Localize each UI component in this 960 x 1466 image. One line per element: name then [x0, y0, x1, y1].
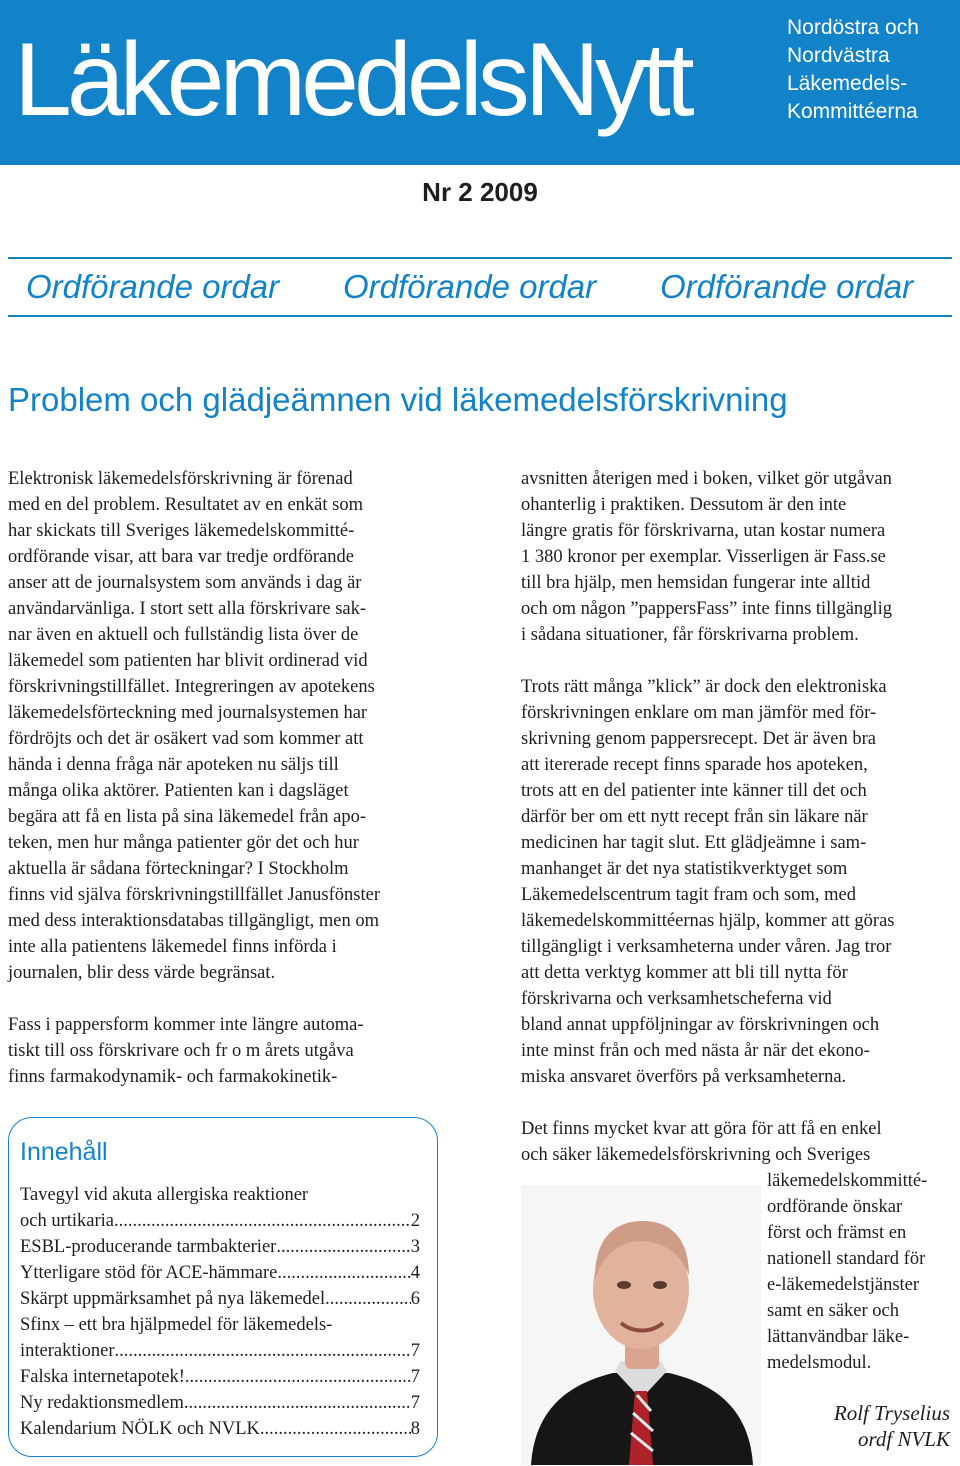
text-line: Det finns mycket kvar att göra för att få en enkel	[521, 1119, 882, 1139]
text-line: med en del problem. Resultatet av en enkät som	[8, 495, 363, 515]
toc-page-number: 8	[410, 1419, 420, 1439]
text-line: i sådana situationer, får förskrivarna problem.	[521, 625, 859, 645]
toc-page-number: 7	[410, 1341, 420, 1361]
text-line: miska ansvaret överförs på verksamheterna.	[521, 1067, 847, 1087]
left-column	[8, 466, 380, 1090]
toc-entry[interactable]	[20, 1338, 420, 1364]
newsletter-title: LäkemedelsNytt	[14, 22, 690, 138]
committee-name	[787, 14, 919, 126]
section-banner-item: Ordförande ordar	[660, 268, 914, 305]
section-banner-item: Ordförande ordar	[343, 268, 597, 305]
toc-leader-dots	[114, 1208, 411, 1234]
text-line: avsnitten återigen med i boken, vilket gör utgåvan	[521, 469, 892, 489]
paragraph	[8, 466, 380, 986]
closing-paragraph	[521, 1116, 882, 1168]
text-line: först och främst en	[767, 1223, 907, 1243]
text-line: bland annat uppföljningar av förskrivningen och	[521, 1015, 880, 1035]
masthead	[0, 0, 960, 165]
paragraph	[8, 1012, 380, 1090]
toc-page-number: 7	[410, 1367, 420, 1387]
text-line: läkemedel som patienten har blivit ordinerad vid	[8, 651, 368, 671]
toc-entry-title: Sfinx – ett bra hjälpmedel för läkemedels-	[20, 1315, 333, 1335]
toc-entry-continuation[interactable]	[20, 1312, 420, 1338]
divider-bottom	[8, 315, 952, 317]
toc-entry[interactable]	[20, 1208, 420, 1234]
toc-leader-dots	[184, 1390, 411, 1416]
signature-role: ordf NVLK	[858, 1427, 950, 1451]
text-line: har skickats till Sveriges läkemedelskommitté-	[8, 521, 355, 541]
text-line: läkemedelskommitté-	[767, 1171, 928, 1191]
text-line: förskrivningen enklare om man jämför med för-	[521, 703, 877, 723]
paragraph	[521, 674, 895, 1090]
text-line: och om någon ”pappersFass” inte finns tillgänglig	[521, 599, 892, 619]
right-column	[521, 466, 895, 1090]
toc-entry-title: Ytterligare stöd för ACE-hämmare	[20, 1263, 278, 1283]
toc-leader-dots	[115, 1338, 411, 1364]
text-line: tiskt till oss förskrivare och fr o m årets utgåva	[8, 1041, 354, 1061]
text-line: Elektronisk läkemedelsförskrivning är förenad	[8, 469, 353, 489]
toc-leader-dots	[325, 1286, 411, 1312]
text-line: skrivning genom pappersrecept. Det är även bra	[521, 729, 876, 749]
toc-entry-continuation[interactable]	[20, 1182, 420, 1208]
toc-entry[interactable]	[20, 1234, 420, 1260]
text-line: lättanvändbar läke-	[767, 1327, 910, 1347]
text-line: aktuella är sådana förteckningar? I Stockholm	[8, 859, 349, 879]
text-line: längre gratis för förskrivarna, utan kostar numera	[521, 521, 886, 541]
toc-list	[20, 1182, 420, 1442]
text-line: med dess interaktionsdatabas tillgängligt, men om	[8, 911, 379, 931]
committee-line: Läkemedels-	[787, 72, 908, 95]
table-of-contents	[8, 1117, 438, 1457]
text-line: finns vid själva förskrivningstillfället Janusfönster	[8, 885, 380, 905]
text-line: ohanterlig i praktiken. Dessutom är den inte	[521, 495, 847, 515]
text-line: trots att en del patienter inte känner till det och	[521, 781, 867, 801]
text-line: 1 380 kronor per exemplar. Visserligen är Fass.se	[521, 547, 886, 567]
text-line: ordförande visar, att bara var tredje ordförande	[8, 547, 354, 567]
toc-entry[interactable]	[20, 1364, 420, 1390]
paragraph	[521, 466, 895, 648]
toc-entry[interactable]	[20, 1286, 420, 1312]
text-line: ordförande önskar	[767, 1197, 903, 1217]
toc-entry[interactable]	[20, 1416, 420, 1442]
toc-entry-title: ESBL-producerande tarmbakterier	[20, 1237, 277, 1257]
section-banner-item: Ordförande ordar	[26, 268, 280, 305]
toc-entry-title: Skärpt uppmärksamhet på nya läkemedel	[20, 1289, 326, 1309]
toc-page-number: 6	[410, 1289, 420, 1309]
portrait-image	[521, 1185, 761, 1465]
issue-number: Nr 2 2009	[422, 177, 538, 207]
toc-entry-title: Falska internetapotek!	[20, 1367, 185, 1387]
toc-entry-title: Kalendarium NÖLK och NVLK	[20, 1419, 260, 1439]
toc-page-number: 4	[410, 1263, 420, 1283]
toc-entry[interactable]	[20, 1390, 420, 1416]
toc-entry-title: Ny redaktionsmedlem	[20, 1393, 184, 1413]
toc-title: Innehåll	[20, 1138, 108, 1166]
toc-entry[interactable]	[20, 1260, 420, 1286]
text-line: finns farmakodynamik- och farmakokinetik-	[8, 1067, 338, 1087]
text-line: att detta verktyg kommer att bli till nytta för	[521, 963, 848, 983]
committee-line: Kommittéerna	[787, 100, 918, 123]
toc-page-number: 3	[410, 1237, 420, 1257]
text-line: hända i denna fråga när apoteken nu säljs till	[8, 755, 339, 775]
text-line: journalen, blir dess värde begränsat.	[8, 963, 276, 983]
text-line: Trots rätt många ”klick” är dock den elektroniska	[521, 677, 887, 697]
text-line: Läkemedelscentrum tagit fram och som, med	[521, 885, 856, 905]
text-line: och säker läkemedelsförskrivning och Sveriges	[521, 1145, 871, 1165]
toc-page-number: 7	[410, 1393, 420, 1413]
text-line: begära att få en lista på sina läkemedel från apo-	[8, 807, 367, 827]
toc-entry-title: och urtikaria	[20, 1211, 114, 1231]
committee-line: Nordöstra och	[787, 16, 919, 39]
text-line: läkemedelskommittéernas hjälp, kommer att göras	[521, 911, 895, 931]
text-line: nar även en aktuell och fullständig lista över de	[8, 625, 359, 645]
signature	[834, 1400, 950, 1452]
toc-entry-title: Tavegyl vid akuta allergiska reaktioner	[20, 1185, 309, 1205]
text-line: tillgängligt i verksamheterna under våren. Jag tror	[521, 937, 892, 957]
text-line: anser att de journalsystem som används i dag är	[8, 573, 362, 593]
article-headline: Problem och glädjeämnen vid läkemedelsförskrivning	[8, 381, 788, 418]
toc-leader-dots	[277, 1260, 410, 1286]
text-line: inte minst från och med nästa år när det ekono-	[521, 1041, 870, 1061]
text-line: inte alla patientens läkemedel finns införda i	[8, 937, 337, 957]
text-line: manhanget är det nya statistikverktyget som	[521, 859, 848, 879]
text-line: nationell standard för	[767, 1249, 926, 1269]
toc-leader-dots	[276, 1234, 410, 1260]
divider-top	[8, 257, 952, 259]
text-line: förskrivningstillfället. Integreringen av apotekens	[8, 677, 375, 697]
text-line: till bra hjälp, men hemsidan fungerar inte alltid	[521, 573, 871, 593]
text-line: teken, men hur många patienter gör det och hur	[8, 833, 359, 853]
text-line: förskrivarna och verksamhetscheferna vid	[521, 989, 832, 1009]
text-line: läkemedelsförteckning med journalsystemen har	[8, 703, 368, 723]
signature-name: Rolf Tryselius	[833, 1401, 950, 1425]
closing-paragraph-wrapped	[767, 1168, 927, 1376]
text-line: e-läkemedelstjänster	[767, 1275, 920, 1295]
toc-page-number: 2	[410, 1211, 420, 1231]
text-line: medicinen har tagit slut. Ett glädjeämne i sam-	[521, 833, 867, 853]
toc-leader-dots	[260, 1416, 411, 1442]
text-line: att itererade recept finns sparade hos apoteken,	[521, 755, 868, 775]
text-line: därför ber om ett nytt recept från sin läkare när	[521, 807, 868, 827]
text-line: användarvänliga. I stort sett alla förskrivare sak-	[8, 599, 367, 619]
toc-entry-title: interaktioner	[20, 1341, 115, 1361]
text-line: fördröjts och det är osäkert vad som kommer att	[8, 729, 364, 749]
text-line: samt en säker och	[767, 1301, 900, 1321]
text-line: många olika aktörer. Patienten kan i dagsläget	[8, 781, 349, 801]
text-line: Fass i pappersform kommer inte längre automa-	[8, 1015, 364, 1035]
toc-leader-dots	[185, 1364, 411, 1390]
author-photo	[521, 1185, 761, 1465]
text-line: medelsmodul.	[767, 1353, 872, 1373]
committee-line: Nordvästra	[787, 44, 890, 67]
